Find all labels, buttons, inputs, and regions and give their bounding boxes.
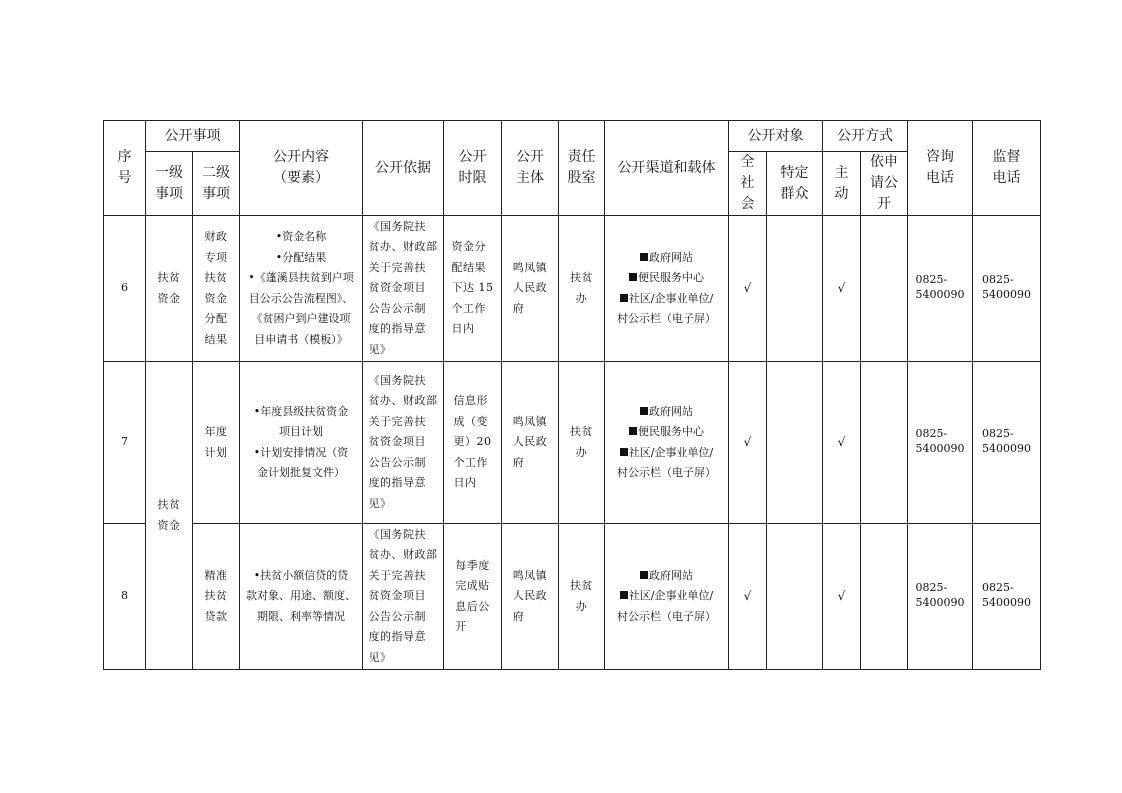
cell-subject: 鸣凤镇 人民政 府 bbox=[502, 362, 559, 524]
cell-method-apply bbox=[861, 216, 908, 362]
cell-subject: 鸣凤镇 人民政 府 bbox=[502, 216, 559, 362]
cell-consult-phone: 0825- 5400090 bbox=[908, 524, 973, 670]
header-basis: 公开依据 bbox=[363, 121, 444, 216]
cell-channels bbox=[605, 524, 729, 670]
cell-item-l1: 扶贫 资金 bbox=[146, 216, 193, 362]
cell-seq: 6 bbox=[104, 216, 146, 362]
cell-consult-phone: 0825- 5400090 bbox=[908, 216, 973, 362]
channel-item: 政府网站 bbox=[605, 402, 728, 423]
cell-office: 扶贫 办 bbox=[559, 524, 605, 670]
cell-supervise-phone: 0825- 5400090 bbox=[973, 216, 1041, 362]
table-body bbox=[104, 216, 1041, 670]
cell-basis: 《国务院扶 贫办、财政部 关于完善扶 贫资金项目 公告公示制 度的指导意 见》 bbox=[363, 216, 444, 362]
filled-square-icon bbox=[640, 407, 648, 415]
header-method-apply: 依申 请公 开 bbox=[861, 152, 908, 216]
cell-item-l1: 扶贫 资金 bbox=[146, 362, 193, 670]
cell-basis: 《国务院扶 贫办、财政部 关于完善扶 贫资金项目 公告公示制 度的指导意 见》 bbox=[363, 524, 444, 670]
header-seq: 序 号 bbox=[104, 121, 146, 216]
cell-method-active: √ bbox=[823, 216, 861, 362]
filled-square-icon bbox=[620, 448, 628, 456]
cell-target-specific bbox=[767, 524, 823, 670]
filled-square-icon bbox=[640, 571, 648, 579]
channel-item: 社区/企事业单位/ 村公示栏（电子屏） bbox=[617, 291, 716, 325]
filled-square-icon bbox=[620, 294, 628, 302]
header-channel: 公开渠道和载体 bbox=[605, 121, 729, 216]
header-subject: 公开 主体 bbox=[502, 121, 559, 216]
cell-target-specific bbox=[767, 216, 823, 362]
cell-subject: 鸣凤镇 人民政 府 bbox=[502, 524, 559, 670]
cell-item-l2: 精准 扶贫 贷款 bbox=[193, 524, 240, 670]
cell-method-active: √ bbox=[823, 362, 861, 524]
cell-method-apply bbox=[861, 524, 908, 670]
filled-square-icon bbox=[629, 273, 637, 281]
cell-method-active: √ bbox=[823, 524, 861, 670]
header-target-group: 公开对象 bbox=[729, 121, 823, 152]
header-time-limit: 公开 时限 bbox=[444, 121, 502, 216]
cell-seq: 8 bbox=[104, 524, 146, 670]
header-item-l2: 二级 事项 bbox=[193, 152, 240, 216]
cell-seq: 7 bbox=[104, 362, 146, 524]
channel-item: 政府网站 bbox=[605, 566, 728, 587]
content-item: •分配结果 bbox=[275, 250, 327, 264]
content-item: •资金名称 bbox=[275, 230, 327, 243]
cell-channels bbox=[605, 216, 729, 362]
content-item: •扶贫小额信贷的贷 款对象、用途、额度、 期限、利率等情况 bbox=[246, 568, 356, 623]
cell-content bbox=[240, 362, 363, 524]
filled-square-icon bbox=[629, 427, 637, 435]
header-supervise-phone: 监督 电话 bbox=[973, 121, 1041, 216]
channel-item: 便民服务中心 bbox=[605, 268, 728, 289]
header-item-group: 公开事项 bbox=[146, 121, 240, 152]
content-item: •《蓬溪县扶贫到户项 目公示公告流程图》、 《贫困户到户建设项 目申请书（模板）》 bbox=[248, 271, 354, 346]
channel-item: 社区/企事业单位/ 村公示栏（电子屏） bbox=[617, 445, 716, 479]
header-target-specific: 特定 群众 bbox=[767, 152, 823, 216]
cell-content bbox=[240, 216, 363, 362]
content-item: •计划安排情况（资 金计划批复文件） bbox=[253, 445, 349, 479]
filled-square-icon bbox=[640, 253, 648, 261]
cell-office: 扶贫 办 bbox=[559, 216, 605, 362]
cell-time-limit: 每季度 完成贴 息后公 开 bbox=[444, 524, 502, 670]
table-header bbox=[104, 121, 1041, 216]
disclosure-table bbox=[103, 120, 1041, 670]
cell-time-limit: 资金分 配结果 下达 15 个工作 日内 bbox=[444, 216, 502, 362]
cell-time-limit: 信息形 成（变 更）20 个工作 日内 bbox=[444, 362, 502, 524]
header-target-all: 全 社 会 bbox=[729, 152, 767, 216]
cell-consult-phone: 0825- 5400090 bbox=[908, 362, 973, 524]
header-content: 公开内容 （要素） bbox=[240, 121, 363, 216]
cell-supervise-phone: 0825- 5400090 bbox=[973, 524, 1041, 670]
cell-content bbox=[240, 524, 363, 670]
header-method-group: 公开方式 bbox=[823, 121, 908, 152]
channel-item: 政府网站 bbox=[605, 248, 728, 269]
content-item: •年度县级扶贫资金 项目计划 bbox=[253, 404, 349, 438]
cell-method-apply bbox=[861, 362, 908, 524]
cell-supervise-phone: 0825- 5400090 bbox=[973, 362, 1041, 524]
cell-item-l2: 年度 计划 bbox=[193, 362, 240, 524]
cell-target-specific bbox=[767, 362, 823, 524]
cell-target-all: √ bbox=[729, 216, 767, 362]
cell-basis: 《国务院扶 贫办、财政部 关于完善扶 贫资金项目 公告公示制 度的指导意 见》 bbox=[363, 362, 444, 524]
cell-target-all: √ bbox=[729, 362, 767, 524]
table-row bbox=[104, 524, 1041, 670]
cell-channels bbox=[605, 362, 729, 524]
header-consult-phone: 咨询 电话 bbox=[908, 121, 973, 216]
table-row bbox=[104, 362, 1041, 524]
header-office: 责任 股室 bbox=[559, 121, 605, 216]
cell-office: 扶贫 办 bbox=[559, 362, 605, 524]
header-method-active: 主 动 bbox=[823, 152, 861, 216]
channel-item: 社区/企事业单位/ 村公示栏（电子屏） bbox=[617, 589, 716, 623]
channel-item: 便民服务中心 bbox=[605, 422, 728, 443]
cell-target-all: √ bbox=[729, 524, 767, 670]
cell-item-l2: 财政 专项 扶贫 资金 分配 结果 bbox=[193, 216, 240, 362]
filled-square-icon bbox=[620, 591, 628, 599]
table-row bbox=[104, 216, 1041, 362]
header-item-l1: 一级 事项 bbox=[146, 152, 193, 216]
